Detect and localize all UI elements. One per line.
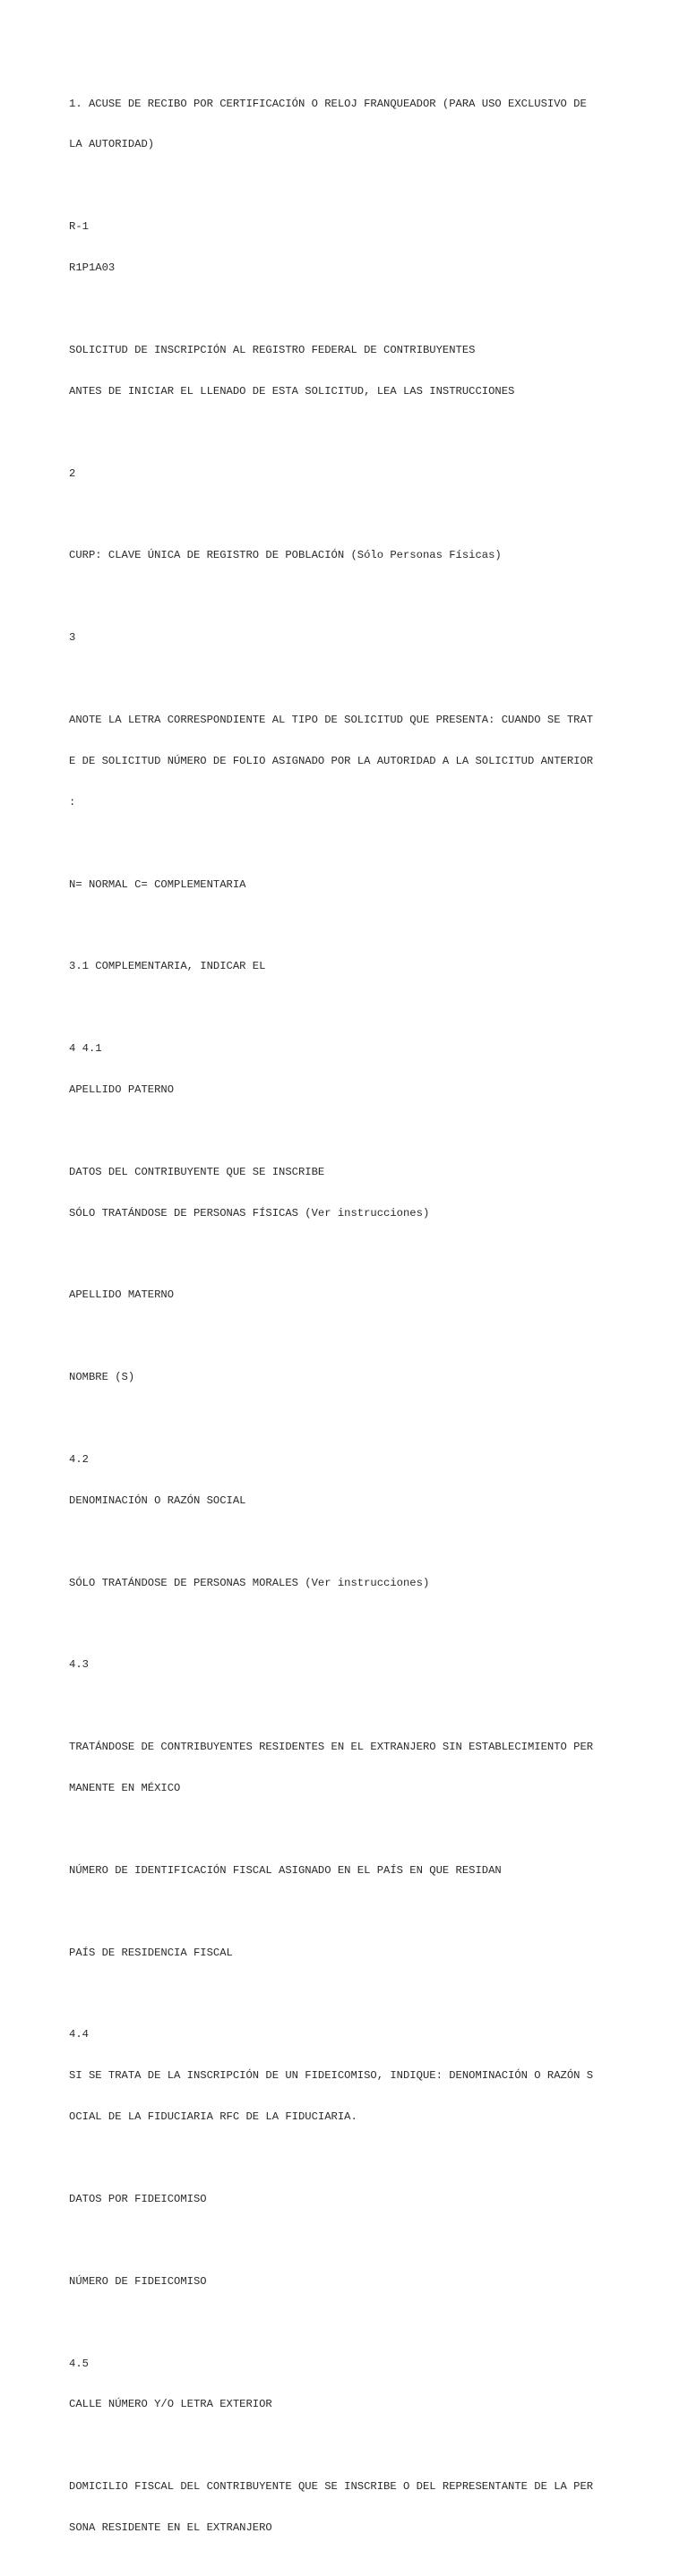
- text-line: NÚMERO DE FIDEICOMISO: [69, 2274, 207, 2288]
- text-line: APELLIDO MATERNO: [69, 1288, 175, 1302]
- text-line: NÚMERO DE IDENTIFICACIÓN FISCAL ASIGNADO EN EL PAÍS EN QUE RESIDAN: [69, 1863, 502, 1877]
- text-line: CURP: CLAVE ÚNICA DE REGISTRO DE POBLACIÓN (Sólo Personas Físicas): [69, 549, 502, 562]
- text-line: LA AUTORIDAD): [69, 138, 155, 151]
- text-line: DATOS POR FIDEICOMISO: [69, 2193, 207, 2206]
- section-number: [69, 1631, 624, 1699]
- text-line: 4.5: [69, 2357, 89, 2370]
- paragraph-denominacion: [69, 1425, 624, 1535]
- paragraph-residentes-extranjero: [69, 1714, 624, 1823]
- text-line: TRATÁNDOSE DE CONTRIBUYENTES RESIDENTES EN EL EXTRANJERO SIN ESTABLECIMIENTO PER: [69, 1741, 594, 1754]
- text-line: SOLICITUD DE INSCRIPCIÓN AL REGISTRO FEDERAL DE CONTRIBUYENTES: [69, 343, 476, 356]
- text-line: N= NORMAL C= COMPLEMENTARIA: [69, 877, 246, 891]
- paragraph-fideicomiso: [69, 2001, 624, 2152]
- paragraph-personas-morales: [69, 1549, 624, 1617]
- text-line: APELLIDO PATERNO: [69, 1083, 175, 1096]
- text-line: SÓLO TRATÁNDOSE DE PERSONAS MORALES (Ver instrucciones): [69, 1576, 430, 1589]
- text-line: E DE SOLICITUD NÚMERO DE FOLIO ASIGNADO POR LA AUTORIDAD A LA SOLICITUD ANTERIOR: [69, 754, 594, 767]
- paragraph-pais-residencia: [69, 1919, 624, 1987]
- document-body: [69, 70, 624, 2576]
- text-line: PAÍS DE RESIDENCIA FISCAL: [69, 1946, 233, 1959]
- text-line: 4 4.1: [69, 1042, 102, 1056]
- paragraph-identificacion-fiscal: [69, 1836, 624, 1904]
- text-line: DENOMINACIÓN O RAZÓN SOCIAL: [69, 1493, 246, 1507]
- paragraph-apellido-paterno: [69, 1014, 624, 1124]
- paragraph-domicilio-fiscal: [69, 2453, 624, 2563]
- paragraph-calle: [69, 2330, 624, 2439]
- text-line: OCIAL DE LA FIDUCIARIA RFC DE LA FIDUCIARIA.: [69, 2110, 357, 2124]
- text-line: 3.1 COMPLEMENTARIA, INDICAR EL: [69, 960, 266, 973]
- paragraph-datos-contribuyente: [69, 1138, 624, 1247]
- text-line: :: [69, 795, 76, 809]
- text-line: 1. ACUSE DE RECIBO POR CERTIFICACIÓN O RELOJ FRANQUEADOR (PARA USO EXCLUSIVO DE: [69, 97, 587, 110]
- text-line: 2: [69, 466, 76, 480]
- text-line: 4.4: [69, 2028, 89, 2041]
- text-line: SI SE TRATA DE LA INSCRIPCIÓN DE UN FIDEICOMISO, INDIQUE: DENOMINACIÓN O RAZÓN S: [69, 2069, 594, 2083]
- paragraph-normal-complementaria: [69, 851, 624, 919]
- paragraph-apellido-materno: [69, 1262, 624, 1330]
- text-line: R-1: [69, 220, 89, 234]
- text-line: SÓLO TRATÁNDOSE DE PERSONAS FÍSICAS (Ver instrucciones): [69, 1206, 430, 1220]
- paragraph-datos-fideicomiso: [69, 2165, 624, 2233]
- paragraph-nombre: [69, 1344, 624, 1412]
- paragraph-complementaria: [69, 933, 624, 1001]
- paragraph-numero-fideicomiso: [69, 2247, 624, 2315]
- text-line: R1P1A03: [69, 261, 116, 275]
- paragraph-tipo-solicitud: [69, 686, 624, 836]
- text-line: SONA RESIDENTE EN EL EXTRANJERO: [69, 2521, 272, 2535]
- paragraph-curp: [69, 522, 624, 590]
- text-line: DOMICILIO FISCAL DEL CONTRIBUYENTE QUE SE INSCRIBE O DEL REPRESENTANTE DE LA PER: [69, 2480, 594, 2494]
- text-line: 3: [69, 631, 76, 645]
- paragraph-form-title: [69, 316, 624, 425]
- text-line: CALLE NÚMERO Y/O LETRA EXTERIOR: [69, 2398, 272, 2411]
- text-line: 4.3: [69, 1658, 89, 1672]
- section-number: [69, 604, 624, 672]
- text-line: MANENTE EN MÉXICO: [69, 1782, 181, 1795]
- text-line: ANTES DE INICIAR EL LLENADO DE ESTA SOLICITUD, LEA LAS INSTRUCCIONES: [69, 384, 515, 398]
- paragraph-form-code: [69, 193, 624, 303]
- text-line: ANOTE LA LETRA CORRESPONDIENTE AL TIPO DE SOLICITUD QUE PRESENTA: CUANDO SE TRAT: [69, 713, 594, 726]
- text-line: DATOS DEL CONTRIBUYENTE QUE SE INSCRIBE: [69, 1165, 325, 1178]
- section-number: [69, 440, 624, 508]
- text-line: NOMBRE (S): [69, 1371, 135, 1384]
- paragraph-acuse: [69, 70, 624, 179]
- text-line: 4.2: [69, 1452, 89, 1466]
